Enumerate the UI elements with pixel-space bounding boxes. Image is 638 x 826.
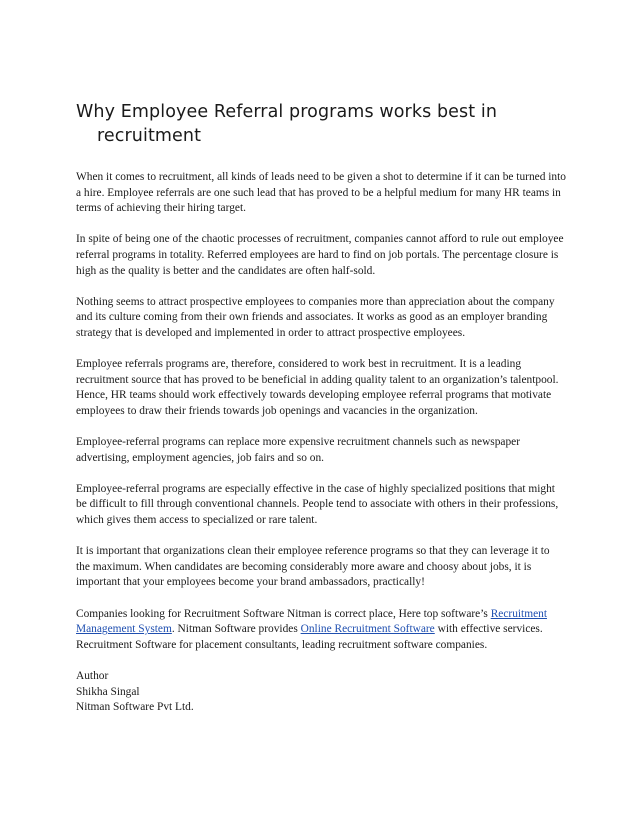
closing-text-3: with effective services. Recruitment Software for placement consultants, leading recruitment software companies. [76,623,543,651]
paragraph-replace-channels: Employee-referral programs can replace more expensive recruitment channels such as newspaper advertising, employment agencies, job fairs and so on. [76,436,521,464]
closing-text-1: Companies looking for Recruitment Software Nitman is correct place, Here top software’s [76,607,491,620]
author-block [76,669,566,716]
link-recruitment-management-system[interactable]: Recruitment Management System [76,607,547,636]
paragraph-intro: When it comes to recruitment, all kinds of leads need to be given a shot to determine if it can be turned into a hire. Employee referrals are one such lead that has proved to be a helpful medium for many HR teams in terms of achieving their hiring target. [76,171,566,215]
document-title: Why Employee Referral programs works best in recruitment [76,102,498,146]
link-online-recruitment-software[interactable]: Online Recruitment Software [300,623,435,636]
author-label: Author [76,670,109,682]
paragraph-closing [76,607,566,654]
paragraph-attract-employees: Nothing seems to attract prospective employees to companies more than appreciation about the company and its culture coming from their own friends and associates. It works as good as an employer branding strategy that is developed and implemented in order to attract prospective employees. [76,295,555,339]
document-body [76,100,566,716]
author-company: Nitman Software Pvt Ltd. [76,701,194,714]
paragraph-chaotic-processes: In spite of being one of the chaotic processes of recruitment, companies cannot afford to rule out employee referral programs in totality. Referred employees are hard to find on job portals. The percentage closure is high as the quality is better and the candidates are often half-sold. [76,233,564,277]
author-name: Shikha Singal [76,685,140,698]
paragraph-best-in-recruitment: Employee referrals programs are, therefore, considered to work best in recruitment. It is a leading recruitment source that has proved to be beneficial in adding quality talent to an organization’s talentpool. Hence, HR teams should work effectively towards developing employee referral programs that motivate employees to draw their friends towards job openings and vacancies in the organization. [76,358,559,417]
paragraph-specialized-positions: Employee-referral programs are especially effective in the case of highly specialized positions that might be difficult to fill through conventional channels. People tend to associate with others in their professions, which gives them access to specialized or rare talent. [76,482,559,527]
closing-text-2: . Nitman Software provides [171,623,301,636]
paragraph-brand-ambassadors: It is important that organizations clean their employee reference programs so that they can leverage it to the maximum. When candidates are becoming considerably more aware and choosy about jobs, it is important that your employees become your brand ambassadors, practically! [76,545,550,589]
